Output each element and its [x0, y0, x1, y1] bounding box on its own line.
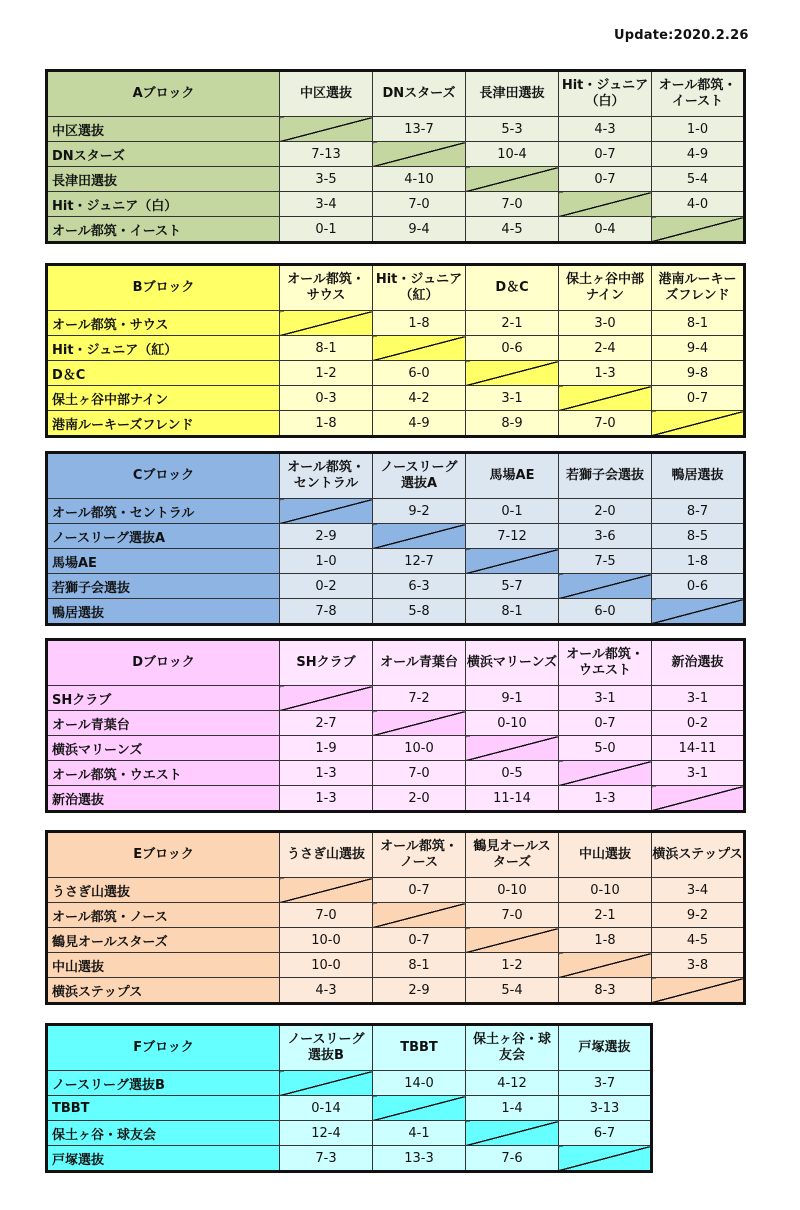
- score-cell: 7-0: [280, 903, 373, 928]
- score-cell: 4-1: [373, 1121, 466, 1146]
- score-cell: 2-0: [373, 786, 466, 812]
- self-match-cell: [373, 903, 466, 928]
- score-cell: 1-3: [280, 761, 373, 786]
- row-team-name: Hit・ジュニア（白）: [47, 192, 280, 217]
- header-row: [47, 1025, 652, 1071]
- row-team-name: 新治選抜: [47, 786, 280, 812]
- row-team-name: オール青葉台: [47, 711, 280, 736]
- row-team-name: 馬場AE: [47, 549, 280, 574]
- score-cell: 13-7: [373, 117, 466, 142]
- header-row: [47, 640, 745, 686]
- header-row: [47, 832, 745, 878]
- score-cell: 4-5: [466, 217, 559, 243]
- score-cell: 7-8: [280, 599, 373, 625]
- column-header-team: 保土ヶ谷中部 ナイン: [559, 265, 652, 311]
- table-row: [47, 524, 745, 549]
- score-cell: 1-0: [280, 549, 373, 574]
- column-header-team: 中区選抜: [280, 71, 373, 117]
- row-team-name: 中山選抜: [47, 953, 280, 978]
- score-cell: 0-4: [559, 217, 652, 243]
- self-match-cell: [373, 711, 466, 736]
- table-row: [47, 711, 745, 736]
- column-header-team: オール都筑・ サウス: [280, 265, 373, 311]
- score-cell: 4-12: [466, 1071, 559, 1096]
- row-team-name: Hit・ジュニア（紅）: [47, 336, 280, 361]
- table-row: [47, 411, 745, 437]
- self-match-cell: [466, 361, 559, 386]
- score-cell: 0-2: [652, 711, 745, 736]
- score-cell: 0-7: [373, 878, 466, 903]
- column-header-team: Hit・ジュニア （白）: [559, 71, 652, 117]
- block-name: Aブロック: [47, 71, 280, 117]
- self-match-cell: [373, 524, 466, 549]
- row-team-name: TBBT: [47, 1096, 280, 1121]
- score-cell: 4-0: [652, 192, 745, 217]
- self-match-cell: [280, 499, 373, 524]
- header-row: [47, 453, 745, 499]
- score-cell: 0-1: [466, 499, 559, 524]
- header-row: [47, 265, 745, 311]
- block-table-4: [45, 638, 746, 813]
- score-cell: 3-0: [559, 311, 652, 336]
- score-cell: 3-4: [652, 878, 745, 903]
- score-cell: 9-2: [373, 499, 466, 524]
- score-cell: 10-0: [280, 953, 373, 978]
- table-row: [47, 574, 745, 599]
- column-header-team: 横浜ステップス: [652, 832, 745, 878]
- score-cell: 3-5: [280, 167, 373, 192]
- score-cell: 0-7: [559, 167, 652, 192]
- column-header-team: 鶴見オールス ターズ: [466, 832, 559, 878]
- score-cell: 0-3: [280, 386, 373, 411]
- score-cell: 9-2: [652, 903, 745, 928]
- self-match-cell: [466, 549, 559, 574]
- table-row: [47, 599, 745, 625]
- self-match-cell: [652, 411, 745, 437]
- score-cell: 1-3: [280, 786, 373, 812]
- score-cell: 1-3: [559, 786, 652, 812]
- table-row: [47, 217, 745, 243]
- block-table-6: [45, 1023, 653, 1173]
- score-cell: 6-3: [373, 574, 466, 599]
- column-header-team: 港南ルーキー ズフレンド: [652, 265, 745, 311]
- column-header-team: TBBT: [373, 1025, 466, 1071]
- score-cell: 5-3: [466, 117, 559, 142]
- score-cell: 2-9: [280, 524, 373, 549]
- score-cell: 6-0: [373, 361, 466, 386]
- score-cell: 4-2: [373, 386, 466, 411]
- update-date: Update:2020.2.26: [614, 28, 749, 43]
- row-team-name: ノースリーグ選抜B: [47, 1071, 280, 1096]
- score-cell: 8-9: [466, 411, 559, 437]
- row-team-name: オール都筑・ウエスト: [47, 761, 280, 786]
- self-match-cell: [652, 786, 745, 812]
- score-cell: 8-1: [466, 599, 559, 625]
- self-match-cell: [652, 599, 745, 625]
- row-team-name: オール都筑・セントラル: [47, 499, 280, 524]
- score-cell: 5-4: [466, 978, 559, 1004]
- table-row: [47, 549, 745, 574]
- score-cell: 9-4: [652, 336, 745, 361]
- score-cell: 3-1: [466, 386, 559, 411]
- column-header-team: 戸塚選抜: [559, 1025, 652, 1071]
- block-name: Cブロック: [47, 453, 280, 499]
- score-cell: 5-4: [652, 167, 745, 192]
- column-header-team: オール青葉台: [373, 640, 466, 686]
- score-cell: 10-0: [373, 736, 466, 761]
- column-header-team: 若獅子会選抜: [559, 453, 652, 499]
- row-team-name: 横浜ステップス: [47, 978, 280, 1004]
- score-cell: 3-1: [652, 761, 745, 786]
- self-match-cell: [373, 142, 466, 167]
- score-cell: 3-4: [280, 192, 373, 217]
- table-row: [47, 1096, 652, 1121]
- score-cell: 0-14: [280, 1096, 373, 1121]
- self-match-cell: [652, 217, 745, 243]
- self-match-cell: [559, 192, 652, 217]
- block-table-5: [45, 830, 746, 1005]
- score-cell: 9-1: [466, 686, 559, 711]
- score-cell: 1-2: [466, 953, 559, 978]
- score-cell: 10-4: [466, 142, 559, 167]
- row-team-name: オール都筑・サウス: [47, 311, 280, 336]
- table-row: [47, 1146, 652, 1172]
- score-cell: 13-3: [373, 1146, 466, 1172]
- score-cell: 8-1: [280, 336, 373, 361]
- score-cell: 7-6: [466, 1146, 559, 1172]
- column-header-team: 鴨居選抜: [652, 453, 745, 499]
- score-cell: 0-6: [466, 336, 559, 361]
- score-cell: 1-0: [652, 117, 745, 142]
- table-row: [47, 142, 745, 167]
- self-match-cell: [559, 761, 652, 786]
- table-row: [47, 761, 745, 786]
- score-cell: 7-5: [559, 549, 652, 574]
- score-cell: 8-5: [652, 524, 745, 549]
- table-row: [47, 336, 745, 361]
- score-cell: 4-10: [373, 167, 466, 192]
- score-cell: 3-1: [652, 686, 745, 711]
- table-row: [47, 786, 745, 812]
- column-header-team: ノースリーグ 選抜B: [280, 1025, 373, 1071]
- score-cell: 1-4: [466, 1096, 559, 1121]
- row-team-name: 中区選抜: [47, 117, 280, 142]
- column-header-team: オール都筑・ ノース: [373, 832, 466, 878]
- score-cell: 0-2: [280, 574, 373, 599]
- block-table-3: [45, 451, 746, 626]
- table-row: [47, 361, 745, 386]
- score-cell: 0-10: [559, 878, 652, 903]
- column-header-team: SHクラブ: [280, 640, 373, 686]
- score-cell: 10-0: [280, 928, 373, 953]
- column-header-team: 馬場AE: [466, 453, 559, 499]
- score-cell: 2-1: [466, 311, 559, 336]
- table-row: [47, 953, 745, 978]
- score-cell: 14-11: [652, 736, 745, 761]
- score-cell: 2-9: [373, 978, 466, 1004]
- table-row: [47, 1071, 652, 1096]
- table-row: [47, 736, 745, 761]
- score-cell: 7-3: [280, 1146, 373, 1172]
- table-row: [47, 928, 745, 953]
- self-match-cell: [280, 878, 373, 903]
- column-header-team: D＆C: [466, 265, 559, 311]
- score-cell: 0-7: [652, 386, 745, 411]
- self-match-cell: [559, 953, 652, 978]
- self-match-cell: [466, 1121, 559, 1146]
- score-cell: 1-2: [280, 361, 373, 386]
- score-cell: 12-7: [373, 549, 466, 574]
- score-cell: 2-0: [559, 499, 652, 524]
- score-cell: 3-6: [559, 524, 652, 549]
- column-header-team: オール都筑・ セントラル: [280, 453, 373, 499]
- table-row: [47, 978, 745, 1004]
- row-team-name: 保土ヶ谷・球友会: [47, 1121, 280, 1146]
- table-row: [47, 499, 745, 524]
- score-cell: 5-8: [373, 599, 466, 625]
- score-cell: 4-9: [652, 142, 745, 167]
- score-cell: 0-7: [559, 711, 652, 736]
- row-team-name: 保土ヶ谷中部ナイン: [47, 386, 280, 411]
- block-name: Eブロック: [47, 832, 280, 878]
- self-match-cell: [466, 167, 559, 192]
- row-team-name: D＆C: [47, 361, 280, 386]
- block-name: Fブロック: [47, 1025, 280, 1071]
- column-header-team: うさぎ山選抜: [280, 832, 373, 878]
- score-cell: 7-0: [373, 192, 466, 217]
- score-cell: 7-0: [466, 192, 559, 217]
- score-cell: 4-9: [373, 411, 466, 437]
- self-match-cell: [559, 574, 652, 599]
- block-table-1: [45, 69, 746, 244]
- score-cell: 11-14: [466, 786, 559, 812]
- score-cell: 1-9: [280, 736, 373, 761]
- self-match-cell: [559, 1146, 652, 1172]
- score-cell: 3-8: [652, 953, 745, 978]
- score-cell: 1-3: [559, 361, 652, 386]
- table-row: [47, 903, 745, 928]
- table-row: [47, 386, 745, 411]
- score-cell: 0-1: [280, 217, 373, 243]
- block-name: Dブロック: [47, 640, 280, 686]
- score-cell: 0-10: [466, 711, 559, 736]
- self-match-cell: [373, 1096, 466, 1121]
- score-cell: 8-1: [373, 953, 466, 978]
- score-cell: 4-3: [559, 117, 652, 142]
- score-cell: 9-8: [652, 361, 745, 386]
- score-cell: 4-5: [652, 928, 745, 953]
- column-header-team: オール都筑・ イースト: [652, 71, 745, 117]
- column-header-team: 新治選抜: [652, 640, 745, 686]
- table-row: [47, 167, 745, 192]
- column-header-team: オール都筑・ ウエスト: [559, 640, 652, 686]
- score-cell: 0-5: [466, 761, 559, 786]
- self-match-cell: [466, 736, 559, 761]
- score-cell: 8-7: [652, 499, 745, 524]
- row-team-name: SHクラブ: [47, 686, 280, 711]
- score-cell: 5-0: [559, 736, 652, 761]
- score-cell: 7-0: [373, 761, 466, 786]
- header-row: [47, 71, 745, 117]
- table-row: [47, 686, 745, 711]
- score-cell: 7-2: [373, 686, 466, 711]
- row-team-name: 港南ルーキーズフレンド: [47, 411, 280, 437]
- column-header-team: DNスターズ: [373, 71, 466, 117]
- self-match-cell: [280, 311, 373, 336]
- column-header-team: 中山選抜: [559, 832, 652, 878]
- score-cell: 4-3: [280, 978, 373, 1004]
- score-cell: 7-12: [466, 524, 559, 549]
- self-match-cell: [373, 336, 466, 361]
- score-cell: 1-8: [559, 928, 652, 953]
- table-row: [47, 117, 745, 142]
- block-name: Bブロック: [47, 265, 280, 311]
- score-cell: 8-3: [559, 978, 652, 1004]
- row-team-name: 長津田選抜: [47, 167, 280, 192]
- row-team-name: 鴨居選抜: [47, 599, 280, 625]
- row-team-name: 若獅子会選抜: [47, 574, 280, 599]
- table-row: [47, 192, 745, 217]
- column-header-team: 保土ヶ谷・球 友会: [466, 1025, 559, 1071]
- row-team-name: オール都筑・イースト: [47, 217, 280, 243]
- table-row: [47, 878, 745, 903]
- table-row: [47, 311, 745, 336]
- column-header-team: Hit・ジュニア （紅）: [373, 265, 466, 311]
- score-cell: 1-8: [373, 311, 466, 336]
- score-cell: 0-7: [373, 928, 466, 953]
- self-match-cell: [280, 686, 373, 711]
- row-team-name: 鶴見オールスターズ: [47, 928, 280, 953]
- row-team-name: 戸塚選抜: [47, 1146, 280, 1172]
- score-cell: 6-7: [559, 1121, 652, 1146]
- column-header-team: 横浜マリーンズ: [466, 640, 559, 686]
- self-match-cell: [466, 928, 559, 953]
- score-cell: 12-4: [280, 1121, 373, 1146]
- row-team-name: 横浜マリーンズ: [47, 736, 280, 761]
- self-match-cell: [280, 1071, 373, 1096]
- score-cell: 6-0: [559, 599, 652, 625]
- score-cell: 2-1: [559, 903, 652, 928]
- score-cell: 2-4: [559, 336, 652, 361]
- row-team-name: うさぎ山選抜: [47, 878, 280, 903]
- score-cell: 1-8: [652, 549, 745, 574]
- score-cell: 0-7: [559, 142, 652, 167]
- row-team-name: DNスターズ: [47, 142, 280, 167]
- row-team-name: オール都筑・ノース: [47, 903, 280, 928]
- score-cell: 0-6: [652, 574, 745, 599]
- score-cell: 7-0: [466, 903, 559, 928]
- self-match-cell: [280, 117, 373, 142]
- score-cell: 3-7: [559, 1071, 652, 1096]
- score-cell: 7-13: [280, 142, 373, 167]
- score-cell: 7-0: [559, 411, 652, 437]
- self-match-cell: [652, 978, 745, 1004]
- block-table-2: [45, 263, 746, 438]
- score-cell: 5-7: [466, 574, 559, 599]
- score-cell: 9-4: [373, 217, 466, 243]
- score-cell: 2-7: [280, 711, 373, 736]
- score-cell: 1-8: [280, 411, 373, 437]
- column-header-team: 長津田選抜: [466, 71, 559, 117]
- score-cell: 3-1: [559, 686, 652, 711]
- row-team-name: ノースリーグ選抜A: [47, 524, 280, 549]
- score-cell: 14-0: [373, 1071, 466, 1096]
- self-match-cell: [559, 386, 652, 411]
- column-header-team: ノースリーグ 選抜A: [373, 453, 466, 499]
- score-cell: 3-13: [559, 1096, 652, 1121]
- score-cell: 0-10: [466, 878, 559, 903]
- score-cell: 8-1: [652, 311, 745, 336]
- table-row: [47, 1121, 652, 1146]
